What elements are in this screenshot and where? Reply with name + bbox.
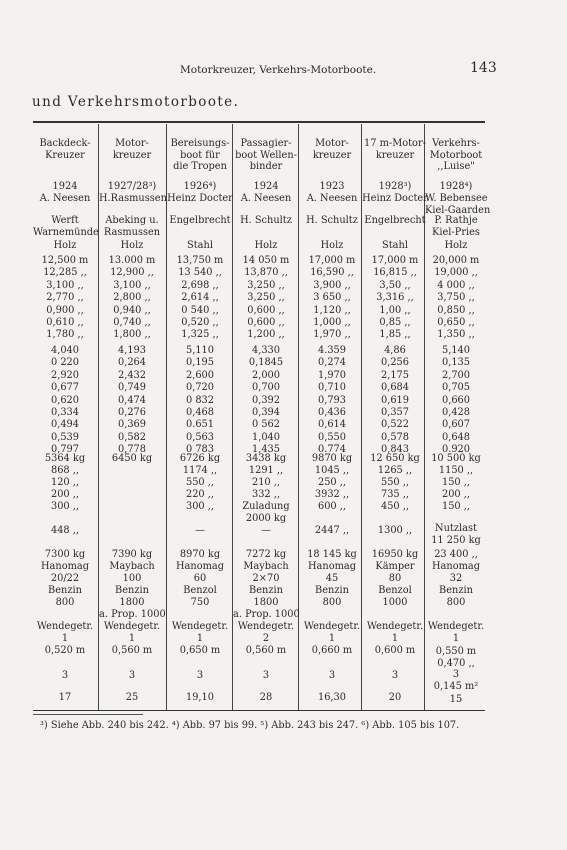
section-title: und Verkehrsmotorboote. xyxy=(32,94,240,110)
table-cell: 19,10 xyxy=(185,692,215,703)
table-cell: 0,392 xyxy=(251,394,281,406)
table-cell: Wendegetr. xyxy=(171,621,229,632)
table-cell: 3932 ,, xyxy=(314,489,350,500)
table-cell: 0 220 xyxy=(50,357,80,369)
table-cell: 0,778 xyxy=(117,444,147,456)
table-cell: Hanomag xyxy=(308,561,356,572)
table-cell: 13,870 ,, xyxy=(244,267,288,279)
table-cell: 800 xyxy=(55,597,75,608)
table-cell: 20/22 xyxy=(50,573,80,584)
table-cell: 2447 ,, xyxy=(314,525,350,536)
table-cell: 0,520 ,, xyxy=(181,317,219,328)
table-cell: Benzin xyxy=(249,585,283,596)
table-cell: 0,85 ,, xyxy=(379,317,411,328)
table-cell: 0,264 xyxy=(117,357,147,369)
table-cell: 1,780 ,, xyxy=(46,329,84,341)
table-cell: 4,330 xyxy=(251,345,281,356)
table-cell: 550 ,, xyxy=(380,477,410,488)
table-cell: 1,120 ,, xyxy=(313,304,351,316)
table-cell: Benzin xyxy=(439,585,473,596)
table-cell: 0,563 xyxy=(185,431,215,443)
table-cell: 0.651 xyxy=(185,419,215,431)
table-cell: 735 ,, xyxy=(380,489,410,500)
table-cell: 0,474 xyxy=(117,394,147,406)
table-cell: Wendegetr. xyxy=(303,621,361,632)
table-cell: 1,800 ,, xyxy=(113,329,151,341)
table-cell: 1,000 ,, xyxy=(313,317,351,328)
table-cell: 868 ,, xyxy=(50,465,80,476)
table-cell: 0,660 xyxy=(441,394,471,406)
table-cell: Wendegetr. xyxy=(36,621,94,632)
table-cell: Hanomag xyxy=(41,561,89,572)
table-cell: 14 050 m xyxy=(242,255,290,266)
table-cell: — xyxy=(195,525,205,536)
table-cell: Abeking u. Rasmussen xyxy=(103,215,161,238)
table-cell: 0,582 xyxy=(117,431,147,443)
table-cell: 3 xyxy=(391,670,399,681)
table-cell: 13,750 m xyxy=(176,255,224,266)
table-cell: 1,00 ,, xyxy=(379,304,411,316)
table-cell: 1291 ,, xyxy=(248,465,284,476)
page-number: 143 xyxy=(470,60,497,76)
table-cell: 7272 kg xyxy=(245,549,287,560)
table-cell: 1300 ,, xyxy=(377,525,413,536)
table-cell: 800 xyxy=(322,597,342,608)
table-cell: 2,000 xyxy=(251,369,281,381)
table-cell: 250 ,, xyxy=(317,477,347,488)
table-cell: Verkehrs- Motorboot ,,Luise" xyxy=(429,138,483,172)
table-cell: 0,619 xyxy=(380,394,410,406)
table-cell: 1 xyxy=(391,633,399,644)
table-cell: H. Schultz xyxy=(240,215,292,226)
table-cell: Stahl xyxy=(187,240,213,251)
table-cell: Benzol xyxy=(183,585,217,596)
table-cell: Werft Warnemünde xyxy=(33,215,99,238)
table-cell: Holz xyxy=(444,240,468,251)
table-cell: 1150 ,, xyxy=(438,465,474,476)
table-cell: 16,815 ,, xyxy=(373,267,417,279)
table-cell: 448 ,, xyxy=(50,525,80,536)
table-cell: 1,325 ,, xyxy=(181,329,219,341)
table-cell: 2,800 ,, xyxy=(113,292,151,304)
table-cell: 120 ,, xyxy=(50,477,80,488)
table-cell: 0,550 m 0,470 ,, xyxy=(435,646,477,669)
table-cell: 1928³) xyxy=(378,181,412,192)
table-cell: 3 xyxy=(128,670,136,681)
table-cell: 0,610 ,, xyxy=(46,317,84,328)
table-cell: 12,285 ,, xyxy=(43,267,87,279)
table-cell: Backdeck- Kreuzer xyxy=(39,138,91,161)
table-cell: 18 145 kg xyxy=(307,549,357,560)
table-cell: 0,428 xyxy=(441,407,471,418)
table-cell: 3 0,145 m² xyxy=(433,669,479,692)
table-cell: 200 ,, xyxy=(441,489,471,500)
table-cell: 1,970 ,, xyxy=(313,329,351,341)
table-cell: 450 ,, xyxy=(380,501,410,512)
table-cell: 13.000 m xyxy=(108,255,156,266)
table-cell: 1,200 ,, xyxy=(247,329,285,341)
table-cell: 28 xyxy=(259,692,273,703)
table-cell: A. Neesen xyxy=(39,193,91,204)
table-cell: 12,500 m xyxy=(41,255,89,266)
table-cell: 5364 kg xyxy=(44,453,86,464)
table-cell: 1,970 xyxy=(317,369,347,381)
table-cell: 1174 ,, xyxy=(182,465,218,476)
table-top-rule xyxy=(33,121,485,123)
table-cell: 0,560 m xyxy=(245,645,287,656)
table-cell: Wendegetr. xyxy=(366,621,424,632)
table-cell: 6726 kg xyxy=(179,453,221,464)
table-cell: 1926⁴) xyxy=(183,181,217,192)
table-cell: 220 ,, xyxy=(185,489,215,500)
running-header: Motorkreuzer, Verkehrs-Motorboote. xyxy=(180,64,377,76)
table-cell: Holz xyxy=(254,240,278,251)
table-cell: 3 xyxy=(196,670,204,681)
table-cell: 2,700 xyxy=(441,369,471,381)
table-cell: Bereisungs- boot für die Tropen xyxy=(170,138,230,172)
table-cell: Zuladung 2000 kg xyxy=(242,501,290,524)
table-cell: 0,600 m xyxy=(374,645,416,656)
table-cell: 1928⁴) xyxy=(439,181,473,192)
table-cell: Maybach xyxy=(109,561,155,572)
table-cell: 1 xyxy=(328,633,336,644)
table-cell: Motor- kreuzer xyxy=(312,138,352,161)
table-cell: 550 ,, xyxy=(185,477,215,488)
table-cell: 800 xyxy=(446,597,466,608)
table-cell: 0,256 xyxy=(380,357,410,369)
table-cell: 16,30 xyxy=(317,692,347,703)
table-cell: 0,600 ,, xyxy=(247,304,285,316)
table-cell: 0,274 xyxy=(317,357,347,369)
table-cell: 1,350 ,, xyxy=(437,329,475,341)
table-cell: 2,432 xyxy=(117,369,147,381)
table-cell: 2,698 ,, xyxy=(181,279,219,291)
table-cell: Benzin xyxy=(115,585,149,596)
table-cell: 3 650 ,, xyxy=(313,292,351,304)
table-cell: H.Rasmussen xyxy=(99,193,167,204)
table-cell: 3,250 ,, xyxy=(247,292,285,304)
table-cell: 17 xyxy=(58,692,72,703)
table-cell: a. Prop. 1000 xyxy=(99,609,166,620)
table-cell: 0,614 xyxy=(317,419,347,431)
table-cell: 0,1845 xyxy=(248,357,284,369)
table-cell: 332 ,, xyxy=(251,489,281,500)
table-cell: 5,140 xyxy=(441,345,471,356)
table-cell: 17 m-Motor- kreuzer xyxy=(364,138,426,161)
table-cell: 0,700 xyxy=(251,382,281,394)
table-cell: 3,100 ,, xyxy=(46,279,84,291)
table-cell: 4,040 xyxy=(50,345,80,356)
table-cell: 1 xyxy=(61,633,69,644)
table-cell: Hanomag xyxy=(176,561,224,572)
table-cell: 0,850 ,, xyxy=(437,304,475,316)
table-cell: 0,660 m xyxy=(311,645,353,656)
table-cell: 0.920 xyxy=(441,444,471,456)
table-cell: 1,85 ,, xyxy=(379,329,411,341)
table-cell: 0,522 xyxy=(380,419,410,431)
table-cell: A. Neesen xyxy=(306,193,358,204)
table-cell: 0,468 xyxy=(185,407,215,418)
table-cell: 0,539 xyxy=(50,431,80,443)
table-cell: 3 xyxy=(61,670,69,681)
table-cell: 13 540 ,, xyxy=(178,267,222,279)
table-cell: 1923 xyxy=(319,181,345,192)
table-cell: 1045 ,, xyxy=(314,465,350,476)
table-cell: 1,435 xyxy=(251,444,281,456)
table-bottom-rule xyxy=(33,710,485,711)
table-cell: 4,193 xyxy=(117,345,147,356)
table-cell: 2,920 xyxy=(50,369,80,381)
table-cell: 0,520 m xyxy=(44,645,86,656)
table-cell: Holz xyxy=(320,240,344,251)
table-cell: 45 xyxy=(325,573,339,584)
table-cell: Engelbrecht xyxy=(364,215,426,226)
table-cell: Benzol xyxy=(378,585,412,596)
table-cell: 8970 kg xyxy=(179,549,221,560)
table-cell: Engelbrecht xyxy=(169,215,231,226)
table-cell: 16950 kg xyxy=(371,549,419,560)
table-cell: 0,550 xyxy=(317,431,347,443)
table-cell: 2×70 xyxy=(252,573,280,584)
table-cell: 0,600 ,, xyxy=(247,317,285,328)
table-cell: — xyxy=(261,525,271,536)
table-cell: 4.359 xyxy=(317,345,347,356)
table-cell: 3,50 ,, xyxy=(379,279,411,291)
table-cell: 0 540 ,, xyxy=(181,304,219,316)
table-cell: 60 xyxy=(193,573,207,584)
table-cell: 7390 kg xyxy=(111,549,153,560)
table-cell: 150 ,, xyxy=(441,477,471,488)
table-cell: 0,394 xyxy=(251,407,281,418)
table-cell: P. Rathje Kiel-Pries xyxy=(432,215,480,238)
table-cell: 0,650 ,, xyxy=(437,317,475,328)
table-cell: 17,000 m xyxy=(308,255,356,266)
table-cell: 1 xyxy=(128,633,136,644)
table-cell: Maybach xyxy=(243,561,289,572)
table-cell: 0,578 xyxy=(380,431,410,443)
table-cell: 1924 xyxy=(52,181,78,192)
table-cell: 3438 kg xyxy=(245,453,287,464)
table-cell: 0 832 xyxy=(185,394,215,406)
footnote-rule xyxy=(33,714,143,715)
table-cell: 25 xyxy=(125,692,139,703)
table-cell: 300 ,, xyxy=(50,501,80,512)
table-cell: Wendegetr. xyxy=(237,621,295,632)
table-cell: 4 000 ,, xyxy=(437,279,475,291)
table-cell: 0,900 ,, xyxy=(46,304,84,316)
table-cell: Kämper xyxy=(375,561,415,572)
table-cell: Holz xyxy=(53,240,77,251)
table-cell: 150 ,, xyxy=(441,501,471,512)
table-cell: 2,175 xyxy=(380,369,410,381)
table-cell: Passagier- boot Wellen- binder xyxy=(235,138,297,172)
table-cell: 210 ,, xyxy=(251,477,281,488)
table-cell: 3,900 ,, xyxy=(313,279,351,291)
table-cell: 10 500 kg xyxy=(431,453,481,464)
table-cell: 1800 xyxy=(119,597,145,608)
table-cell: 100 xyxy=(122,573,142,584)
table-cell: Heinz Docter xyxy=(362,193,428,204)
table-cell: 0,705 xyxy=(441,382,471,394)
table-cell: 1 xyxy=(196,633,204,644)
table-cell: 0,648 xyxy=(441,431,471,443)
table-cell: Heinz Docter xyxy=(167,193,233,204)
table-cell: a. Prop. 1000 xyxy=(233,609,300,620)
table-cell: 20 xyxy=(388,692,402,703)
table-cell: Holz xyxy=(120,240,144,251)
table-cell: 17,000 m xyxy=(371,255,419,266)
table-cell: 1800 xyxy=(253,597,279,608)
table-cell: 1924 xyxy=(253,181,279,192)
table-cell: 80 xyxy=(388,573,402,584)
table-cell: 600 ,, xyxy=(317,501,347,512)
table-cell: 1927/28³) xyxy=(107,181,157,192)
table-cell: 0 562 xyxy=(251,419,281,431)
table-cell: 12 650 kg xyxy=(370,453,420,464)
table-cell: 0,710 xyxy=(317,382,347,394)
table-cell: 5,110 xyxy=(185,345,215,356)
table-cell: 12,900 ,, xyxy=(110,267,154,279)
table-cell: 6450 kg xyxy=(111,453,153,464)
table-cell: 0,607 xyxy=(441,419,471,431)
table-cell: 3,250 ,, xyxy=(247,279,285,291)
table-cell: 4,86 xyxy=(384,345,406,356)
table-cell: 2,770 ,, xyxy=(46,292,84,304)
table-cell: 0,677 xyxy=(50,382,80,394)
table-cell: Motor- kreuzer xyxy=(112,138,152,161)
table-cell: 0,436 xyxy=(317,407,347,418)
table-cell: 0 783 xyxy=(185,444,215,456)
table-cell: 0,620 xyxy=(50,394,80,406)
table-cell: 9870 kg xyxy=(311,453,353,464)
table-cell: 0,940 ,, xyxy=(113,304,151,316)
table-cell: 0,749 xyxy=(117,382,147,394)
table-cell: 3 xyxy=(328,670,336,681)
table-cell: 1265 ,, xyxy=(377,465,413,476)
table-cell: 1 xyxy=(452,633,460,644)
table-cell: 20,000 m xyxy=(432,255,480,266)
table-cell: 0,560 m xyxy=(111,645,153,656)
table-cell: Nutzlast 11 250 kg xyxy=(431,523,481,546)
table-cell: 1000 xyxy=(382,597,408,608)
table-cell: 2 xyxy=(262,633,270,644)
table-cell: 19,000 ,, xyxy=(434,267,478,279)
table-cell: 0,684 xyxy=(380,382,410,394)
table-cell: Wendegetr. xyxy=(427,621,485,632)
table-cell: W. Bebensee Kiel-Gaarden xyxy=(425,193,491,216)
table-cell: 0,334 xyxy=(50,407,80,418)
table-cell: 3,316 ,, xyxy=(376,292,414,304)
table-cell: 200 ,, xyxy=(50,489,80,500)
table-cell: 0,369 xyxy=(117,419,147,431)
table-cell: 2,600 xyxy=(185,369,215,381)
table-cell: 0,650 m xyxy=(179,645,221,656)
table-cell: 3,750 ,, xyxy=(437,292,475,304)
table-cell: 16,590 ,, xyxy=(310,267,354,279)
table-cell: 0,276 xyxy=(117,407,147,418)
table-cell: H. Schultz xyxy=(306,215,358,226)
table-cell: 7300 kg xyxy=(44,549,86,560)
table-cell: 32 xyxy=(449,573,463,584)
table-cell: Benzin xyxy=(315,585,349,596)
table-cell: Wendegetr. xyxy=(103,621,161,632)
table-cell: 300 ,, xyxy=(185,501,215,512)
table-cell: 23 400 ,, xyxy=(434,549,478,560)
table-cell: 15 xyxy=(449,694,463,705)
table-cell: 0,740 ,, xyxy=(113,317,151,328)
table-cell: A. Neesen xyxy=(240,193,292,204)
table-cell: 3,100 ,, xyxy=(113,279,151,291)
table-cell: Benzin xyxy=(48,585,82,596)
table-cell: 0,195 xyxy=(185,357,215,369)
table-cell: 0,135 xyxy=(441,357,471,369)
table-cell: 0,720 xyxy=(185,382,215,394)
table-cell: Stahl xyxy=(382,240,408,251)
footnote: ³) Siehe Abb. 240 bis 242. ⁴) Abb. 97 bis 99. ⁵) Abb. 243 bis 247. ⁶) Abb. 105 bis 107. xyxy=(40,720,460,731)
table-cell: 0,797 xyxy=(50,444,80,456)
table-cell: Hanomag xyxy=(432,561,480,572)
table-cell: 750 xyxy=(190,597,210,608)
table-cell: 0,843 xyxy=(380,444,410,456)
table-cell: 2,614 ,, xyxy=(181,292,219,304)
table-cell: 3 xyxy=(262,670,270,681)
table-cell: 1,040 xyxy=(251,431,281,443)
table-cell: 0.774 xyxy=(317,444,347,456)
table-cell: 0,494 xyxy=(50,419,80,431)
table-cell: 0,793 xyxy=(317,394,347,406)
table-cell: 0,357 xyxy=(380,407,410,418)
